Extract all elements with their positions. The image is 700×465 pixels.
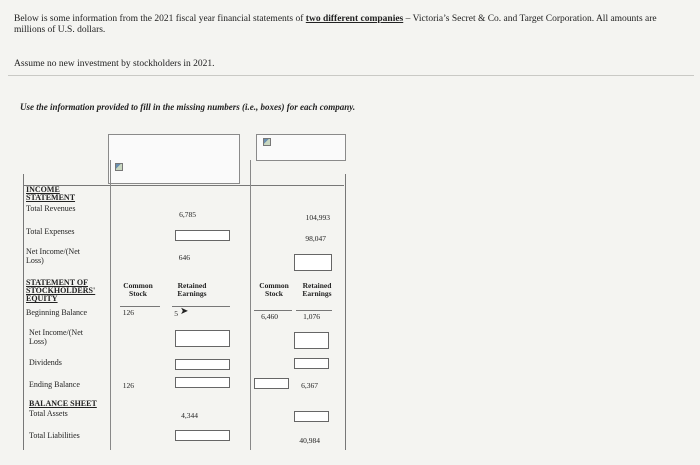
tgt-logo-box (256, 134, 346, 161)
header-line: Retained (302, 281, 332, 290)
total-liabilities-label: Total Liabilities (29, 431, 80, 440)
vs-common-end: 126 (122, 381, 134, 390)
vs-total-revenues: 6,785 (179, 210, 196, 219)
tgt-total-assets-input[interactable] (294, 411, 329, 422)
tgt-retained-earnings-header (295, 282, 339, 298)
heading-line: EQUITY (26, 294, 58, 303)
ending-balance-label: Ending Balance (29, 380, 80, 389)
intro-paragraph (14, 14, 694, 36)
vs-retained-begin: 5 (174, 309, 178, 318)
tgt-common-begin: 6,460 (261, 312, 278, 321)
col-separator (250, 160, 251, 450)
vs-common-stock-header (116, 282, 160, 298)
tgt-retained-begin: 1,076 (303, 312, 320, 321)
vs-net-income: 646 (178, 253, 190, 262)
broken-image-icon (263, 138, 271, 146)
broken-image-icon (115, 163, 123, 171)
col-underline (296, 310, 332, 311)
col-underline (254, 310, 292, 311)
cursor-icon: ➤ (180, 306, 189, 317)
beginning-balance-label: Beginning Balance (26, 308, 88, 317)
net-income-label (26, 247, 80, 265)
intro-text: Below is some information from the 2021 fiscal year financial statements of (14, 14, 306, 24)
heading-line: STOCKHOLDERS' (26, 286, 96, 295)
vs-retained-earnings-header (170, 282, 214, 298)
instruction-text: Use the information provided to fill in the missing numbers (i.e., boxes) for each company. (20, 102, 356, 112)
balance-sheet-heading: BALANCE SHEET (29, 399, 97, 408)
dividends-label: Dividends (29, 358, 62, 367)
vs-total-expenses-input[interactable] (175, 230, 230, 241)
label-line: Loss) (29, 337, 47, 346)
intro-units: millions of U.S. dollars. (14, 25, 106, 35)
vs-dividends-input[interactable] (175, 359, 230, 370)
heading-line: STATEMENT (26, 193, 76, 202)
tgt-retained-net-income-input[interactable] (294, 332, 329, 349)
header-line: Common (123, 281, 153, 290)
header-line: Earnings (302, 289, 332, 298)
vs-total-liabilities-input[interactable] (175, 430, 230, 441)
tgt-net-income-input[interactable] (294, 254, 332, 271)
vs-retained-end-input[interactable] (175, 377, 230, 388)
equity-net-income-label (29, 328, 83, 346)
label-line: Net Income/(Net (26, 247, 80, 256)
col-underline (120, 306, 160, 307)
tgt-total-liabilities: 40,984 (299, 436, 320, 445)
total-expenses-label: Total Expenses (26, 227, 75, 236)
equity-statement-heading (26, 279, 95, 303)
tgt-common-end-input[interactable] (254, 378, 289, 389)
intro-emphasis: two different companies (305, 14, 404, 24)
total-revenues-label: Total Revenues (26, 204, 76, 213)
vs-total-assets: 4,344 (181, 411, 198, 420)
tgt-retained-end: 6,367 (301, 381, 318, 390)
total-assets-label: Total Assets (29, 409, 68, 418)
tgt-total-expenses: 98,047 (305, 234, 326, 243)
col-separator (110, 160, 111, 450)
header-line: Retained (177, 281, 207, 290)
vs-common-begin: 126 (122, 308, 134, 317)
header-line: Stock (265, 289, 283, 298)
tgt-common-stock-header (254, 282, 294, 298)
vs-retained-net-income-input[interactable] (175, 330, 230, 347)
label-line: Net Income/(Net (29, 328, 83, 337)
divider (8, 75, 694, 76)
tgt-total-revenues: 104,993 (305, 213, 330, 222)
tgt-dividends-input[interactable] (294, 358, 329, 369)
assumption-text: Assume no new investment by stockholders in 2021. (14, 59, 215, 69)
header-line: Stock (129, 289, 147, 298)
heading-line: INCOME (26, 185, 60, 194)
heading-line: STATEMENT OF (26, 278, 89, 287)
income-statement-heading (26, 186, 75, 202)
header-line: Earnings (177, 289, 207, 298)
intro-text-end: – Victoria’s Secret & Co. and Target Corporation. All amounts are (403, 14, 657, 24)
label-line: Loss) (26, 256, 44, 265)
header-line: Common (259, 281, 289, 290)
